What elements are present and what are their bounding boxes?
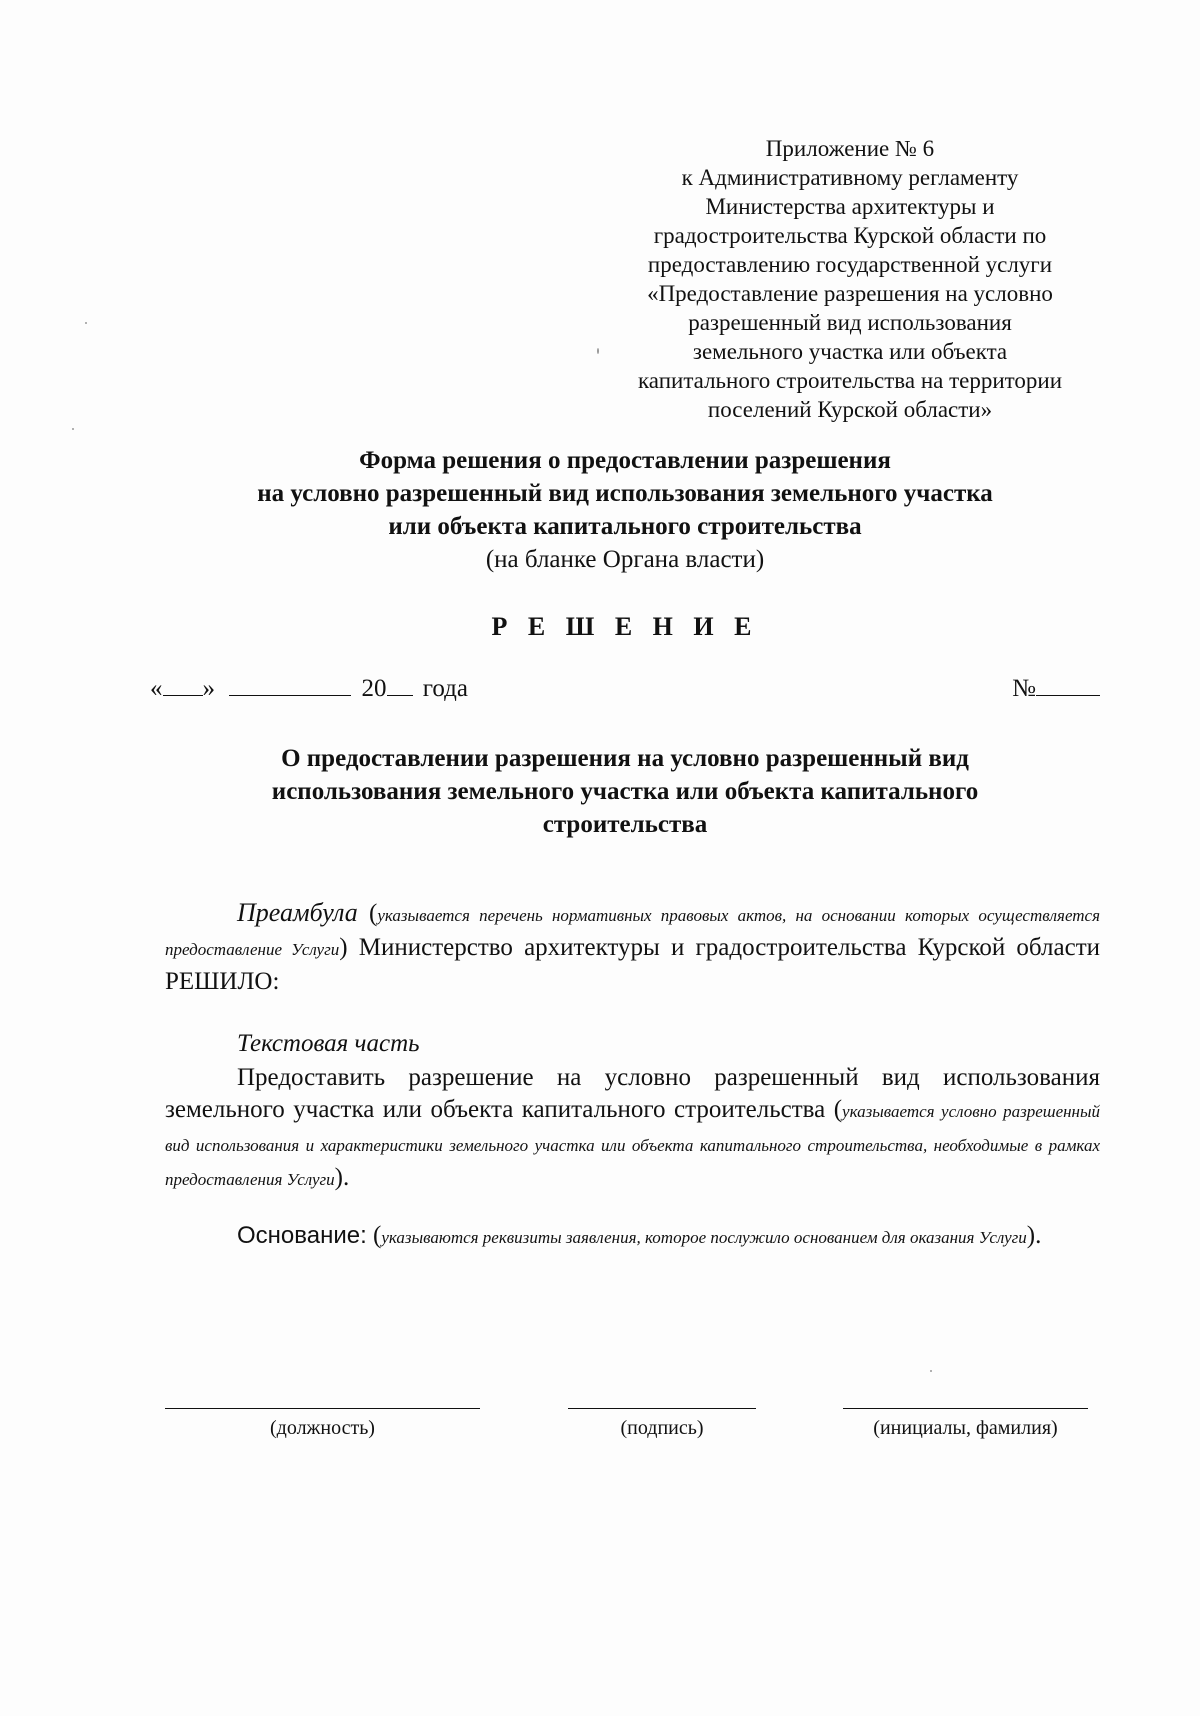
- appendix-line: капитального строительства на территории: [637, 368, 1063, 393]
- signature-line: [568, 1408, 756, 1409]
- preamble-label: Преамбула: [237, 898, 358, 927]
- basis-end: .: [1035, 1222, 1042, 1249]
- preamble-paragraph: Преамбула (указывается перечень нормативных правовых актов, на основании которых осуществляется предоставление Услуги) Министерство архитектуры и градостроительства Курской области РЕШИЛО:: [165, 898, 1101, 995]
- basis-note: указываются реквизиты заявления, которое послужило основанием для оказания Услуги: [381, 1228, 1027, 1247]
- number-field: [1012, 675, 1100, 703]
- appendix-line: к Административному регламенту: [681, 165, 1019, 190]
- basis-label: Основание:: [237, 1222, 367, 1249]
- form-title-line: Форма решения о предоставлении разрешения: [359, 447, 891, 474]
- year-prefix: 20: [361, 675, 387, 702]
- form-title-line: или объекта капитального строительства: [388, 513, 862, 540]
- number-blank: [1036, 675, 1100, 696]
- day-blank: [163, 675, 203, 696]
- scan-speck: [930, 1370, 932, 1372]
- scan-speck: [597, 348, 599, 354]
- text-part-paragraph: Предоставить разрешение на условно разрешенный вид использования земельного участка или объекта капитального строительства (указывается условно разрешенный вид использования и характеристики земельного участка или объекта капитального строительства, необходимые в рамках предоставления Услуги).: [165, 1064, 1101, 1191]
- decision-subject: [150, 742, 1100, 841]
- text-part-end: .: [342, 1164, 350, 1191]
- subject-line: О предоставлении разрешения на условно разрешенный вид: [281, 745, 969, 772]
- signature-caption: (подпись): [620, 1417, 704, 1439]
- signature-line: [843, 1408, 1088, 1409]
- text-part-note: указывается условно разрешенный вид использования и характеристики земельного участка или объекта капитального строительства, необходимые в рамках предоставления Услуги: [165, 1102, 1101, 1189]
- appendix-line: Министерства архитектуры и: [705, 194, 995, 219]
- subject-line: использования земельного участка или объекта капитального: [271, 778, 979, 805]
- year-suffix: года: [422, 675, 468, 702]
- date-number-row: [150, 675, 1100, 709]
- appendix-line: предоставлению государственной услуги: [647, 252, 1053, 277]
- text-part-text: Предоставить разрешение на условно разрешенный вид использования земельного участка или объекта капитального строительства: [165, 1064, 1100, 1123]
- quote-close: »: [202, 675, 215, 702]
- scan-speck: [72, 428, 74, 430]
- signature-line: [165, 1408, 480, 1409]
- signature-caption: (инициалы, фамилия): [873, 1417, 1058, 1439]
- preamble-note: указывается перечень нормативных правовых актов, на основании которых осуществляется предоставление Услуги: [165, 906, 1100, 959]
- month-blank: [229, 675, 351, 696]
- text-part-label: Текстовая часть: [237, 1030, 420, 1057]
- appendix-line: градостроительства Курской области по: [653, 223, 1047, 248]
- signature-sign: [568, 1408, 756, 1440]
- signature-position: [165, 1408, 480, 1440]
- form-title-note: (на бланке Органа власти): [485, 546, 765, 573]
- appendix-line: земельного участка или объекта: [692, 339, 1008, 364]
- scan-speck: [85, 322, 87, 324]
- appendix-line: Приложение № 6: [765, 136, 935, 161]
- number-label: №: [1012, 675, 1036, 702]
- form-title: [150, 444, 1100, 576]
- basis-paragraph: Основание: (указываются реквизиты заявления, которое послужило основанием для оказания Услуги).: [237, 1222, 1042, 1249]
- appendix-line: разрешенный вид использования: [688, 310, 1012, 335]
- preamble-text: Министерство архитектуры и градостроительства Курской области РЕШИЛО:: [165, 934, 1101, 995]
- quote-open: «: [150, 675, 163, 702]
- signature-caption: (должность): [270, 1417, 375, 1439]
- year-blank: [387, 675, 413, 696]
- subject-line: строительства: [542, 811, 708, 838]
- date-field: [150, 675, 468, 703]
- decision-heading: Р Е Ш Е Н И Е: [491, 612, 759, 641]
- form-title-line: на условно разрешенный вид использования земельного участка: [257, 480, 993, 507]
- appendix-line: поселений Курской области»: [707, 397, 993, 422]
- appendix-block: [615, 134, 1085, 424]
- appendix-line: «Предоставление разрешения на условно: [647, 281, 1053, 306]
- signature-name: [843, 1408, 1088, 1440]
